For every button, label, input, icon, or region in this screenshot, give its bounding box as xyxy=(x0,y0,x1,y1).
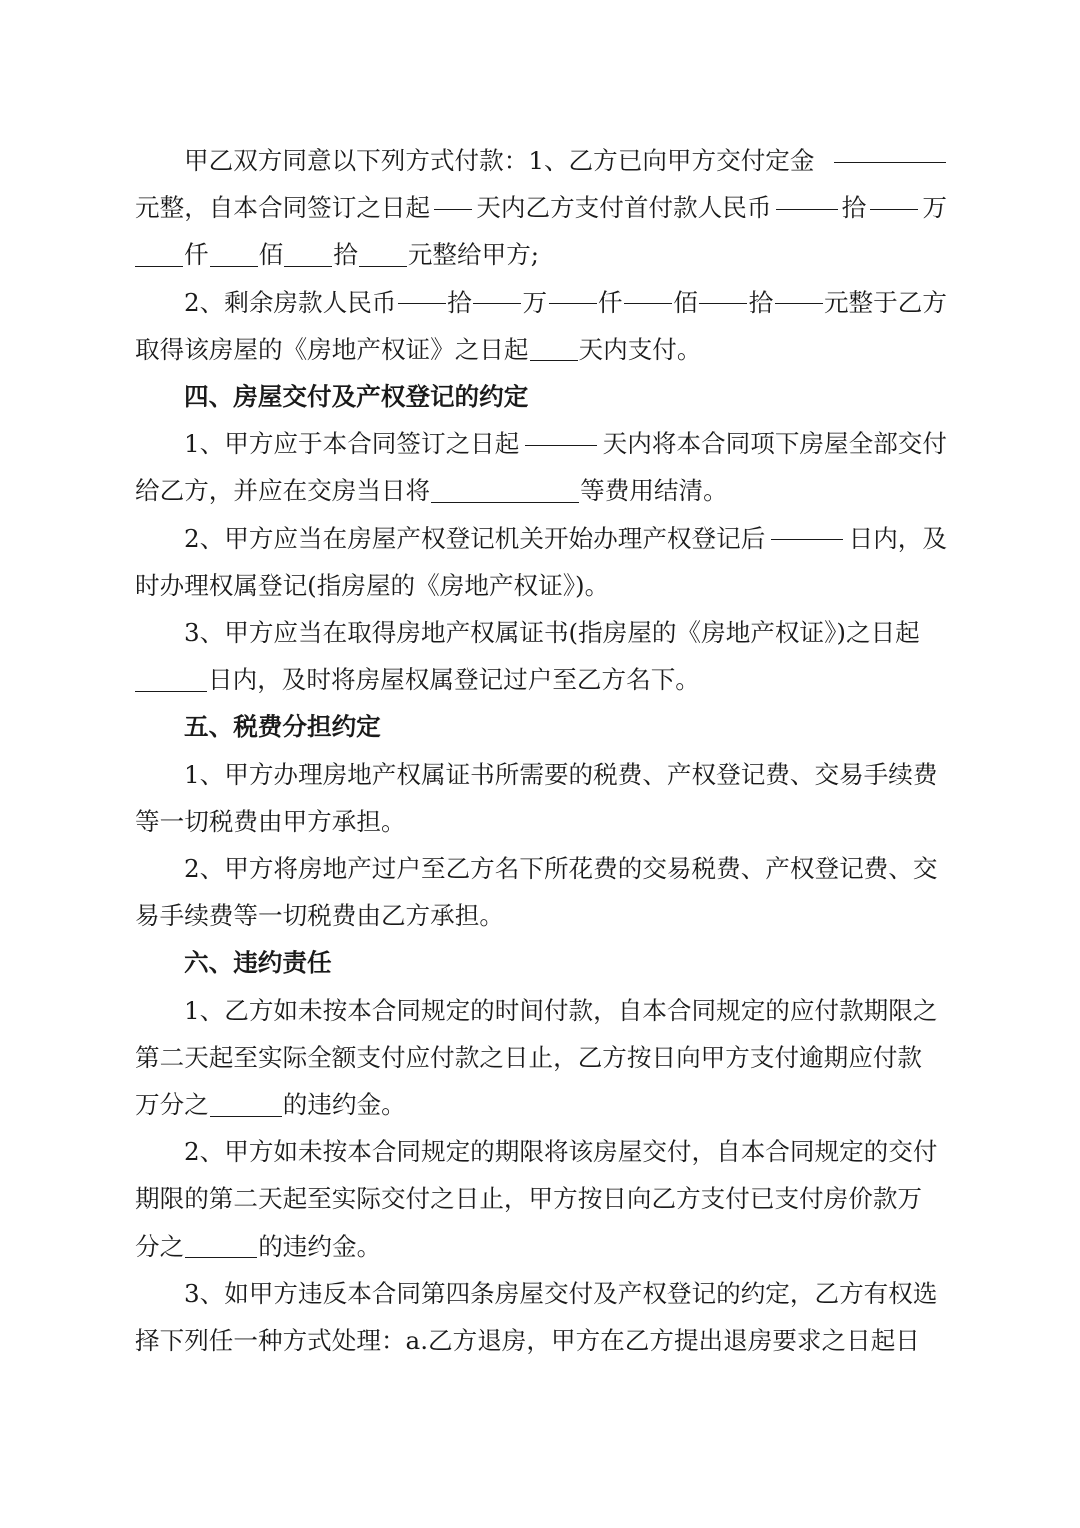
s6-item2-line2: 期限的第二天起至实际交付之日止，甲方按日向乙方支付已支付房价款万 xyxy=(135,1184,923,1214)
amount-blank-shi[interactable] xyxy=(284,241,332,267)
section-5-title: 五、税费分担约定 xyxy=(184,712,381,742)
amount-blank-shi-wan[interactable] xyxy=(776,184,838,210)
rest-blank-shi[interactable] xyxy=(699,279,747,305)
s5-item1-line2: 等一切税费由甲方承担。 xyxy=(135,806,406,836)
fees-blank[interactable] xyxy=(431,477,579,503)
rest-days-blank[interactable] xyxy=(530,336,578,362)
payment-line-2: 元整，自本合同签订之日起 天内乙方支付首付款人民币 拾 万 xyxy=(135,184,947,231)
s4-item2-line1: 2、甲方应当在房屋产权登记机关开始办理产权登记后 日内，及 xyxy=(135,515,947,562)
s6-item1-line2: 第二天起至实际全额支付应付款之日止，乙方按日向甲方支付逾期应付款 xyxy=(135,1042,923,1072)
s5-item2-line1: 2、甲方将房地产过户至乙方名下所花费的交易税费、产权登记费、交 xyxy=(184,854,938,884)
s6-item3-line2: 择下列任一种方式处理：a.乙方退房，甲方在乙方提出退房要求之日起日 xyxy=(135,1326,920,1356)
s5-item2-line2: 易手续费等一切税费由乙方承担。 xyxy=(135,901,504,931)
payment-line-1: 甲乙双方同意以下列方式付款：1、乙方已向甲方交付定金 xyxy=(135,137,947,184)
s4-item1-line2: 给乙方，并应在交房当日将 等费用结清。 xyxy=(135,476,728,506)
s4-item1-line1: 1、甲方应于本合同签订之日起 天内将本合同项下房屋全部交付 xyxy=(135,420,947,467)
payment-line-3: 仟 佰 拾 元整给甲方; xyxy=(135,231,947,278)
deposit-blank[interactable] xyxy=(834,137,946,163)
delivery-days-blank[interactable] xyxy=(525,420,597,446)
rest-blank-bai[interactable] xyxy=(624,279,672,305)
seller-penalty-blank[interactable] xyxy=(185,1233,257,1259)
rest-blank-shi-wan[interactable] xyxy=(398,279,446,305)
payment-line-5: 取得该房屋的《房地产权证》之日起 天内支付。 xyxy=(135,334,702,364)
rest-blank-qian[interactable] xyxy=(549,279,597,305)
payment-paragraph-2 xyxy=(135,279,947,373)
amount-blank-wan[interactable] xyxy=(870,184,918,210)
section-4-title: 四、房屋交付及产权登记的约定 xyxy=(184,382,529,412)
s6-item1-line3: 万分之 的违约金。 xyxy=(135,1090,406,1120)
section-6-title: 六、违约责任 xyxy=(184,948,332,978)
s4-item2-line2: 时办理权属登记(指房屋的《房地产权证》)。 xyxy=(135,570,610,600)
s4-item3-line1: 3、甲方应当在取得房地产权属证书(指房屋的《房地产权证》)之日起 xyxy=(184,618,920,648)
transfer-days-blank[interactable] xyxy=(135,666,207,692)
amount-blank-yuan[interactable] xyxy=(359,241,407,267)
amount-blank-qian[interactable] xyxy=(135,241,183,267)
s6-item2-line1: 2、甲方如未按本合同规定的期限将该房屋交付，自本合同规定的交付 xyxy=(184,1137,938,1167)
registration-days-blank[interactable] xyxy=(771,515,843,541)
s6-item2-line3: 分之 的违约金。 xyxy=(135,1231,382,1261)
s6-item3-line1: 3、如甲方违反本合同第四条房屋交付及产权登记的约定，乙方有权选 xyxy=(184,1278,938,1308)
buyer-penalty-blank[interactable] xyxy=(210,1091,282,1117)
s6-item1-line1: 1、乙方如未按本合同规定的时间付款，自本合同规定的应付款期限之 xyxy=(184,995,938,1025)
days-blank[interactable] xyxy=(434,184,472,210)
payment-line-4: 2、剩余房款人民币 拾 万 仟 佰 拾 元整于乙方 xyxy=(135,279,947,326)
rest-blank-yuan[interactable] xyxy=(775,279,823,305)
amount-blank-bai[interactable] xyxy=(210,241,258,267)
rest-blank-wan[interactable] xyxy=(473,279,521,305)
s4-item3-line2: 日内，及时将房屋权属登记过户至乙方名下。 xyxy=(135,656,947,703)
payment-paragraph-1 xyxy=(135,137,947,279)
s5-item1-line1: 1、甲方办理房地产权属证书所需要的税费、产权登记费、交易手续费 xyxy=(184,759,938,789)
document-page xyxy=(135,137,947,1364)
